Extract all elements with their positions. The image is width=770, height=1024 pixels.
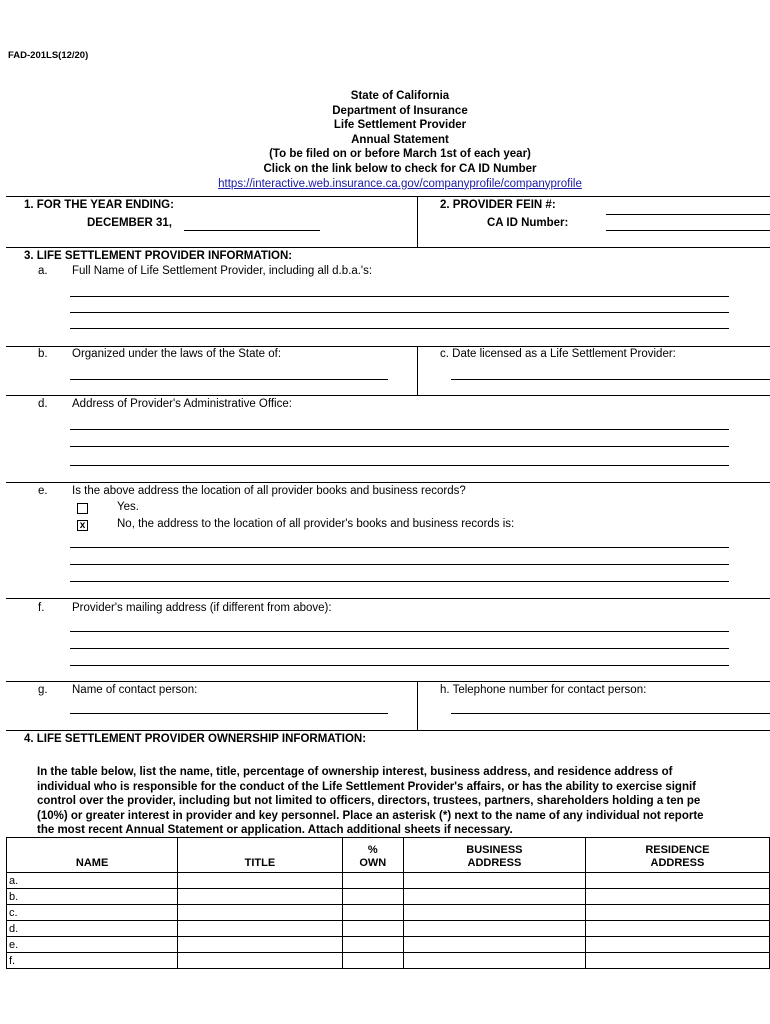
item-a-letter: a. [38,265,48,277]
divider [6,247,770,248]
business-cell[interactable] [403,889,585,905]
row-label[interactable]: e. [7,937,178,953]
col-residence-line2: ADDRESS [650,857,705,869]
records-address-field[interactable] [70,581,729,582]
residence-cell[interactable] [585,905,769,921]
col-title: TITLE [178,838,342,873]
header-line-instruction: Click on the link below to check for CA ID Number [263,162,537,175]
title-cell[interactable] [178,921,342,937]
col-business-line1: BUSINESS [466,844,523,856]
admin-office-field[interactable] [70,446,729,447]
header-title [0,89,770,191]
residence-cell[interactable] [585,873,769,889]
header-line-statement: Annual Statement [351,133,449,146]
contact-person-field[interactable] [70,713,388,714]
col-own [342,838,403,873]
col-business-line2: ADDRESS [467,857,522,869]
divider [417,681,418,730]
col-own-line2: OWN [359,857,387,869]
table-header-row [7,838,770,873]
full-name-field[interactable] [70,312,729,313]
title-cell[interactable] [178,937,342,953]
residence-cell[interactable] [585,889,769,905]
residence-cell[interactable] [585,937,769,953]
own-cell[interactable] [342,873,403,889]
title-cell[interactable] [178,889,342,905]
no-checkbox[interactable] [77,520,88,531]
year-ending-label: 1. FOR THE YEAR ENDING: [24,199,174,211]
title-cell[interactable] [178,953,342,969]
table-row [7,889,770,905]
yes-checkbox[interactable] [77,503,88,514]
col-business-address [403,838,585,873]
row-label[interactable]: b. [7,889,178,905]
divider [6,482,770,483]
item-f-letter: f. [38,602,45,614]
instruction-line: (10%) or greater interest in provider and key personnel. Place an asterisk (*) next to the name of any individual not reporte [37,809,704,822]
year-field[interactable] [184,230,320,231]
instruction-line: In the table below, list the name, title, percentage of ownership interest, business address, and residence address of [37,766,673,778]
row-label[interactable]: a. [7,873,178,889]
title-cell[interactable] [178,873,342,889]
full-name-label: Full Name of Life Settlement Provider, including all d.b.a.'s: [72,265,373,277]
own-cell[interactable] [342,889,403,905]
title-cell[interactable] [178,905,342,921]
divider [6,681,770,682]
own-cell[interactable] [342,905,403,921]
checkmark-icon: x [79,520,86,531]
mailing-address-label: Provider's mailing address (if different from above): [72,602,332,614]
yes-label: Yes. [117,501,139,513]
divider [6,598,770,599]
instruction-line: individual who is responsible for the conduct of the Life Settlement Provider's affairs, or has the ability to exercise signif [37,780,697,793]
contact-phone-label: h. Telephone number for contact person: [440,684,647,696]
residence-cell[interactable] [585,953,769,969]
admin-office-field[interactable] [70,429,729,430]
form-code: FAD-201LS(12/20) [8,50,89,61]
ownership-table [6,837,770,969]
business-cell[interactable] [403,937,585,953]
header-line-state: State of California [350,90,450,102]
divider [6,730,770,731]
row-label[interactable]: d. [7,921,178,937]
item-g-letter: g. [38,684,48,696]
divider [417,196,418,247]
full-name-field[interactable] [70,328,729,329]
admin-office-label: Address of Provider's Administrative Office: [72,398,292,410]
records-address-field[interactable] [70,547,729,548]
divider [6,395,770,396]
own-cell[interactable] [342,937,403,953]
ca-id-field[interactable] [606,230,770,231]
row-label[interactable]: c. [7,905,178,921]
own-cell[interactable] [342,953,403,969]
provider-fein-label: 2. PROVIDER FEIN #: [440,199,556,211]
business-cell[interactable] [403,873,585,889]
records-location-label: Is the above address the location of all provider books and business records? [72,485,466,497]
table-row [7,937,770,953]
mailing-address-field[interactable] [70,665,729,666]
table-row [7,873,770,889]
section4-title: 4. LIFE SETTLEMENT PROVIDER OWNERSHIP INFORMATION: [24,733,367,745]
item-e-letter: e. [38,485,48,497]
contact-phone-field[interactable] [451,713,770,714]
own-cell[interactable] [342,921,403,937]
divider [417,346,418,395]
residence-cell[interactable] [585,921,769,937]
divider [6,196,770,197]
no-label: No, the address to the location of all provider's books and business records is: [117,518,515,530]
organized-state-field[interactable] [70,379,388,380]
december-label: DECEMBER 31, [87,217,172,229]
header-line-provider: Life Settlement Provider [333,119,467,132]
item-b-letter: b. [38,348,48,360]
table-row [7,905,770,921]
ownership-instructions [37,765,770,838]
table-row [7,921,770,937]
col-name: NAME [7,838,178,873]
row-label[interactable]: f. [7,953,178,969]
admin-office-field[interactable] [70,465,729,466]
contact-person-label: Name of contact person: [72,684,198,696]
instruction-line: control over the provider, including but not limited to officers, directors, trustees, partners, shareholders holding a ten pe [37,795,701,807]
business-cell[interactable] [403,921,585,937]
divider [6,346,770,347]
col-own-line1: % [367,844,378,856]
date-licensed-field[interactable] [451,379,770,380]
date-licensed-label: c. Date licensed as a Life Settlement Provider: [440,348,676,360]
mailing-address-field[interactable] [70,648,729,649]
ca-id-link[interactable]: https://interactive.web.insurance.ca.gov/companyprofile/companyprofile [218,177,582,190]
provider-fein-field[interactable] [606,214,770,215]
item-d-letter: d. [38,398,48,410]
header-line-deadline: (To be filed on or before March 1st of each year) [269,148,531,161]
business-cell[interactable] [403,953,585,969]
organized-state-label: Organized under the laws of the State of: [72,348,282,360]
table-row [7,953,770,969]
records-address-field[interactable] [70,564,729,565]
mailing-address-field[interactable] [70,631,729,632]
business-cell[interactable] [403,905,585,921]
col-residence-address [585,838,769,873]
section3-title: 3. LIFE SETTLEMENT PROVIDER INFORMATION: [24,250,293,262]
col-residence-line1: RESIDENCE [645,844,710,856]
ca-id-label: CA ID Number: [487,217,569,229]
header-line-department: Department of Insurance [332,104,468,117]
instruction-line: the most recent Annual Statement or application. Attach additional sheets if necessary. [37,824,513,836]
full-name-field[interactable] [70,296,729,297]
